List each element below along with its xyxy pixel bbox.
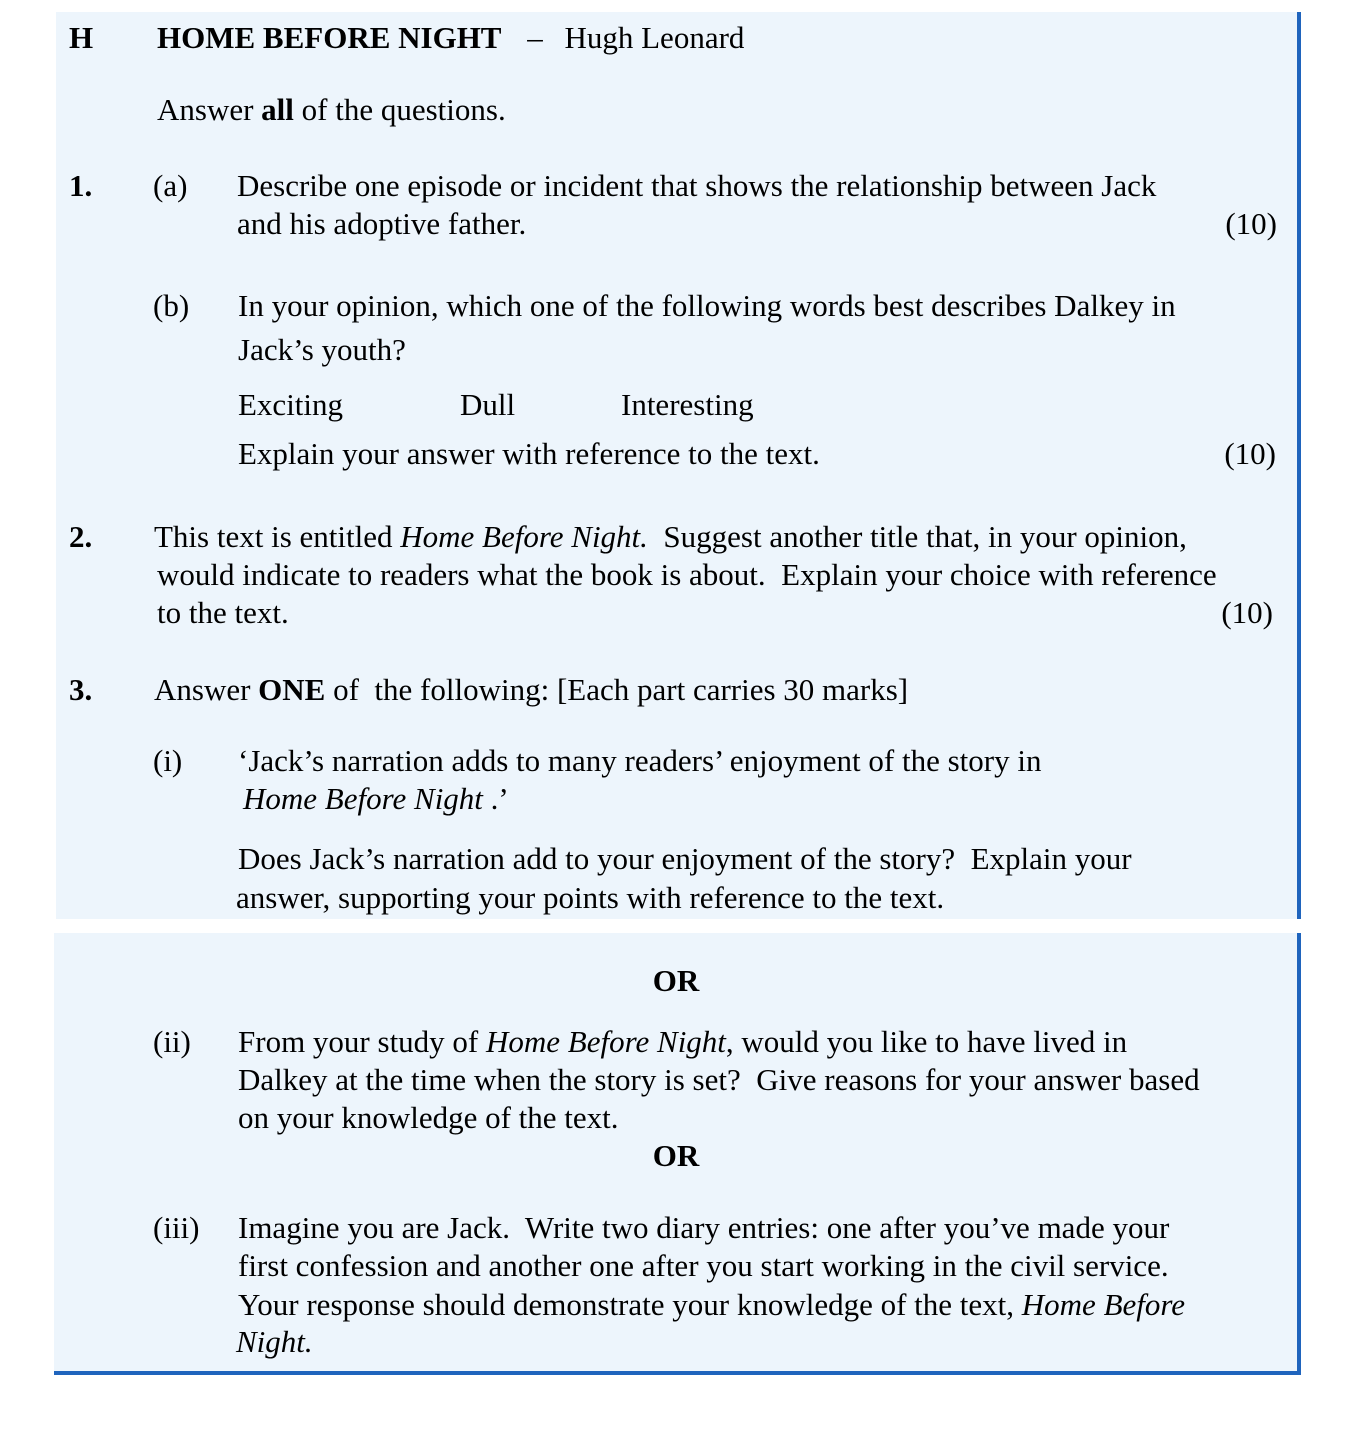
q2-number: 2. xyxy=(69,519,93,554)
q2-line3: to the text. xyxy=(157,595,289,630)
q1b-label: (b) xyxy=(153,288,190,323)
q3iii-label: (iii) xyxy=(153,1210,200,1245)
q3iii-book-title-start: Home Before xyxy=(1021,1287,1186,1322)
q1a-marks: (10) xyxy=(1225,206,1277,241)
q1b-option-dull: Dull xyxy=(460,387,516,422)
q3ii-line1 xyxy=(238,1023,1127,1061)
or-divider-2: OR xyxy=(652,1138,700,1173)
section-author: Hugh Leonard xyxy=(564,20,745,55)
section-heading xyxy=(157,19,744,57)
section-dash: – xyxy=(527,20,543,55)
q3ii-line3: on your knowledge of the text. xyxy=(238,1100,619,1135)
q3iii-line4 xyxy=(236,1323,313,1361)
q3ii-line1-pre: From your study of xyxy=(238,1024,486,1059)
q3iii-book-title-end: Night. xyxy=(236,1324,313,1359)
q2-line2: would indicate to readers what the book is about. Explain your choice with reference xyxy=(157,557,1217,592)
instruction-post: of the questions. xyxy=(293,92,506,127)
q3i-line4: answer, supporting your points with reference to the text. xyxy=(236,880,945,915)
instruction-emphasis: all xyxy=(261,92,294,127)
q3i-line2 xyxy=(243,780,509,818)
q1b-marks: (10) xyxy=(1224,436,1276,471)
q3i-line3: Does Jack’s narration add to your enjoyment of the story? Explain your xyxy=(238,841,1132,876)
section-letter: H xyxy=(69,20,94,55)
q1a-line1: Describe one episode or incident that shows the relationship between Jack xyxy=(237,168,1157,203)
q3i-book-title: Home Before Night xyxy=(243,781,483,816)
q3-number: 3. xyxy=(69,672,93,707)
q1b-option-exciting: Exciting xyxy=(238,387,344,422)
q1-number: 1. xyxy=(69,168,93,203)
q3-intro-pre: Answer xyxy=(154,672,259,707)
q3ii-label: (ii) xyxy=(153,1024,191,1059)
q2-book-title: Home Before Night. xyxy=(400,519,648,554)
q3-intro-post: of the following: [Each part carries 30 marks] xyxy=(325,672,909,707)
q3i-label: (i) xyxy=(153,743,183,778)
section-title: HOME BEFORE NIGHT xyxy=(157,20,502,55)
q3ii-line1-post: , would you like to have lived in xyxy=(725,1024,1128,1059)
q3iii-line2: first confession and another one after you start working in the civil service. xyxy=(238,1248,1169,1283)
q1b-line1: In your opinion, which one of the following words best describes Dalkey in xyxy=(238,288,1176,323)
q2-line1-post: Suggest another title that, in your opinion, xyxy=(647,519,1187,554)
q2-marks: (10) xyxy=(1221,595,1273,630)
q1a-label: (a) xyxy=(153,168,188,203)
q2-line1-pre: This text is entitled xyxy=(154,519,401,554)
instruction xyxy=(157,91,506,129)
q3-intro xyxy=(154,671,908,709)
instruction-pre: Answer xyxy=(157,92,262,127)
q3ii-line2: Dalkey at the time when the story is set? Give reasons for your answer based xyxy=(238,1062,1200,1097)
q3iii-line1: Imagine you are Jack. Write two diary entries: one after you’ve made your xyxy=(238,1210,1170,1245)
q3ii-book-title: Home Before Night xyxy=(486,1024,726,1059)
q1b-option-interesting: Interesting xyxy=(621,387,754,422)
q1b-line3: Explain your answer with reference to the text. xyxy=(238,436,820,471)
q3iii-line3-pre: Your response should demonstrate your knowledge of the text, xyxy=(238,1287,1022,1322)
q1a-line2: and his adoptive father. xyxy=(237,206,527,241)
or-divider-1: OR xyxy=(652,963,700,998)
q3i-line1: ‘Jack’s narration adds to many readers’ enjoyment of the story in xyxy=(238,743,1042,778)
q1b-line2: Jack’s youth? xyxy=(238,332,406,367)
q3-intro-emphasis: ONE xyxy=(258,672,326,707)
q3iii-line3 xyxy=(238,1286,1185,1324)
q3i-line2-post: .’ xyxy=(482,781,509,816)
q2-line1 xyxy=(154,518,1187,556)
